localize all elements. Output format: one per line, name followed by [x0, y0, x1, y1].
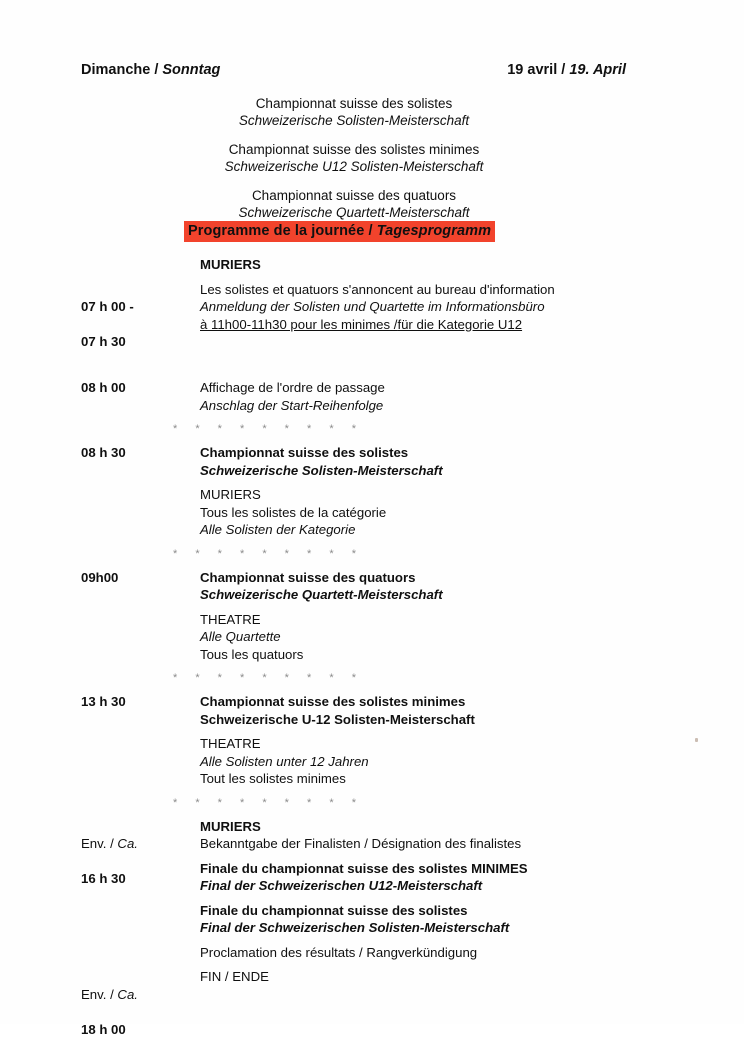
start-order-fr: Affichage de l'ordre de passage: [200, 380, 385, 395]
finals-content: [200, 818, 681, 962]
quatuors-detail-fr: Tous les quatuors: [200, 646, 304, 662]
banner-text-de: Tagesprogramm: [376, 223, 492, 239]
minimes-content: [200, 693, 681, 788]
schedule-row-end: [81, 968, 681, 1056]
minimes-title-fr: Championnat suisse des solistes minimes: [200, 694, 466, 709]
start-order-content: [200, 379, 681, 414]
scan-artifact-speck: [695, 738, 698, 742]
time-finals-value: 16 h 30: [81, 871, 126, 886]
schedule-row-registration: [81, 281, 681, 369]
header-day-de: Sonntag: [162, 62, 221, 78]
minimes-title-de: Schweizerische U-12 Solisten-Meisterschaft: [200, 711, 475, 727]
quatuors-detail-de: Alle Quartette: [200, 629, 281, 644]
solistes-title-de: Schweizerische Solisten-Meisterschaft: [200, 462, 443, 478]
schedule-list: [81, 256, 681, 1056]
start-order-de: Anschlag der Start-Reihenfolge: [200, 397, 384, 413]
schedule-row-quatuors: [81, 569, 681, 664]
proclamation-de: Rangverkündigung: [366, 944, 478, 960]
schedule-row-start-order: [81, 379, 681, 414]
venue-heading-content: [200, 256, 681, 274]
title-2-fr: Championnat suisse des solistes minimes: [228, 142, 480, 157]
solistes-title-fr: Championnat suisse des solistes: [200, 445, 409, 460]
registration-note-fr: à 11h00-11h30 pour les minimes /: [200, 316, 398, 332]
time-approx-fr: Env. /: [81, 836, 114, 851]
finals-announce: [200, 835, 681, 853]
schedule-row-venue-heading: [81, 256, 681, 274]
spacer: [200, 479, 681, 486]
solistes-detail-fr: Tous les solistes de la catégorie: [200, 504, 387, 520]
finals-announce-de: Bekanntgabe der Finalisten: [200, 836, 361, 851]
end-de: ENDE: [232, 969, 269, 984]
registration-de: Anmeldung der Solisten und Quartette im Informationsbüro: [200, 299, 545, 314]
time-line-1: 07 h 00 -: [81, 299, 134, 314]
header-date-fr: 19 avril /: [507, 62, 566, 78]
quatuors-venue: THEATRE: [200, 611, 261, 627]
time-approx-prefix-end: [81, 986, 200, 1004]
solistes-venue: MURIERS: [200, 487, 261, 502]
spacer: [81, 274, 681, 281]
quatuors-content: [200, 569, 681, 664]
registration-content: [200, 281, 681, 334]
header-day-fr: Dimanche /: [81, 62, 159, 78]
header-day: [81, 62, 220, 78]
registration-note-de: für die Kategorie U12: [397, 316, 523, 332]
registration-note: [200, 316, 681, 334]
time-approx-de: Ca.: [117, 836, 138, 851]
venue-label: MURIERS: [200, 257, 261, 272]
header-date-de: 19. April: [569, 62, 626, 78]
time-cell-registration: [81, 281, 200, 369]
time-cell-solistes: 08 h 30: [81, 445, 126, 460]
spacer: [200, 895, 681, 902]
spacer: [81, 368, 681, 379]
header-date: [507, 62, 626, 78]
time-line-2: 07 h 30: [81, 334, 126, 349]
time-cell-quatuors: 09h00: [81, 569, 119, 585]
championship-title-3: [0, 187, 744, 222]
spacer: [200, 937, 681, 944]
time-approx-prefix: [81, 835, 200, 853]
spacer: [81, 961, 681, 968]
schedule-row-minimes: [81, 693, 681, 788]
banner-text-fr: Programme de la journée /: [188, 223, 373, 239]
title-1-de: Schweizerische Solisten-Meisterschaft: [238, 113, 470, 128]
spacer: [200, 853, 681, 860]
final-minimes-fr: Finale du championnat suisse des solistes MINIMES: [200, 860, 528, 876]
final-minimes-de: Final der Schweizerischen U12-Meisterschaft: [200, 878, 483, 893]
final-solistes-de: Final der Schweizerischen Solisten-Meisterschaft: [200, 920, 510, 935]
minimes-venue: THEATRE: [200, 736, 261, 751]
document-header: [81, 62, 626, 78]
title-2-de: Schweizerische U12 Solisten-Meisterschaft: [224, 159, 484, 174]
championship-title-1: [0, 95, 744, 130]
spacer: [200, 728, 681, 735]
finals-venue: MURIERS: [200, 818, 261, 834]
star-separator: * * * * * * * * *: [173, 796, 364, 809]
end-fr: FIN /: [200, 969, 229, 984]
star-separator: * * * * * * * * *: [173, 423, 364, 435]
star-separator: * * * * * * * * *: [173, 672, 364, 684]
time-cell-finals: [81, 818, 200, 906]
solistes-content: [200, 444, 681, 539]
quatuors-title-de: Schweizerische Quartett-Meisterschaft: [200, 587, 443, 602]
final-solistes-fr: Finale du championnat suisse des solistes: [200, 902, 468, 918]
quatuors-title-fr: Championnat suisse des quatuors: [200, 569, 416, 585]
solistes-detail-de: Alle Solisten der Kategorie: [200, 522, 356, 537]
minimes-detail-fr: Tout les solistes minimes: [200, 771, 346, 786]
registration-fr: Les solistes et quatuors s'annoncent au bureau d'information: [200, 281, 555, 297]
championship-title-2: [0, 141, 744, 176]
proclamation: [200, 944, 681, 962]
title-3-fr: Championnat suisse des quatuors: [251, 188, 457, 203]
time-approx-end-fr: Env. /: [81, 986, 114, 1002]
finals-announce-fr: / Désignation des finalistes: [364, 836, 522, 851]
proclamation-fr: Proclamation des résultats /: [200, 944, 363, 960]
minimes-detail-de: Alle Solisten unter 12 Jahren: [200, 753, 369, 769]
schedule-row-finals: [81, 818, 681, 962]
star-separator: * * * * * * * * *: [173, 547, 364, 560]
title-1-fr: Championnat suisse des solistes: [255, 96, 453, 111]
schedule-row-solistes: [81, 444, 681, 539]
end-content: [200, 968, 681, 986]
championship-titles: [0, 95, 744, 233]
time-end-value: 18 h 00: [81, 1021, 126, 1037]
title-3-de: Schweizerische Quartett-Meisterschaft: [238, 205, 470, 220]
time-cell-end: [81, 968, 200, 1056]
programme-banner: [184, 221, 495, 242]
time-cell-minimes: 13 h 30: [81, 694, 126, 709]
time-cell-start-order: 08 h 00: [81, 380, 126, 395]
spacer: [200, 604, 681, 611]
time-approx-end-de: Ca.: [117, 986, 138, 1002]
end-label: [200, 968, 681, 986]
